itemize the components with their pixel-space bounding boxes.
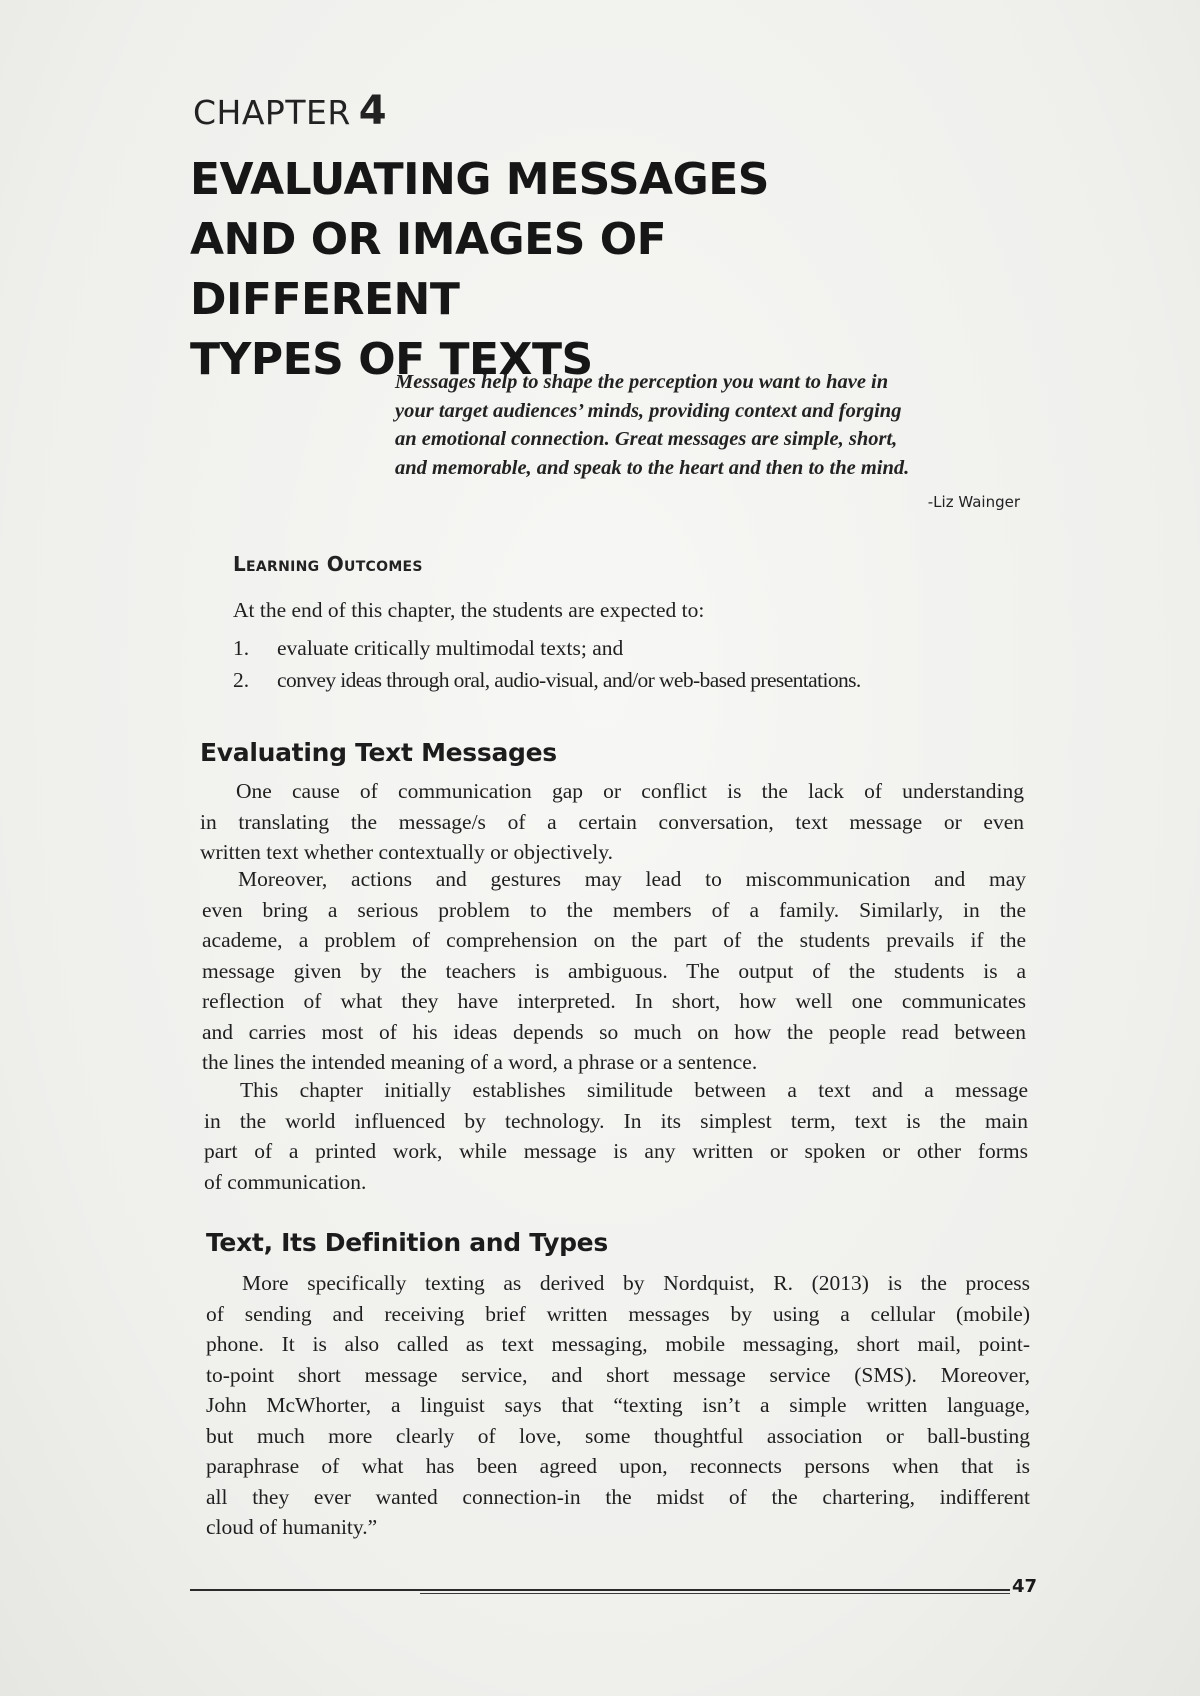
paragraph (202, 864, 1026, 1078)
paragraph-line: More specifically texting as derived by Nordquist, R. (2013) is the process (242, 1271, 1030, 1295)
chapter-title-line: AND OR IMAGES OF DIFFERENT (190, 214, 667, 325)
paragraph-line: of sending and receiving brief written messages by using a cellular (mobile) (206, 1301, 1030, 1326)
epigraph-line: and memorable, and speak to the heart and then to the mind. (395, 456, 910, 479)
chapter-title-line: EVALUATING MESSAGES (190, 154, 769, 205)
page-number: 47 (1012, 1576, 1038, 1597)
epigraph-attribution: -Liz Wainger (927, 493, 1020, 511)
paragraph (204, 1075, 1028, 1197)
paragraph-line: but much more clearly of love, some thoughtful association or ball-busting (206, 1423, 1030, 1448)
footer-divider (190, 1589, 1010, 1591)
paragraph-line: all they ever wanted connection-in the midst of the chartering, indifferent (206, 1484, 1030, 1509)
list-item-number: 2. (233, 668, 250, 692)
epigraph-line: Messages help to shape the perception you want to have in (395, 371, 889, 393)
paragraph-line: reflection of what they have interpreted. In short, how well one communicates (202, 989, 1026, 1013)
paragraph-line: phone. It is also called as text messaging, mobile messaging, short mail, point- (206, 1332, 1030, 1356)
footer-divider-secondary (420, 1593, 1010, 1594)
paragraph-line: to-point short message service, and short message service (SMS). Moreover, (206, 1362, 1030, 1387)
paragraph-line: and carries most of his ideas depends so much on how the people read between (202, 1019, 1026, 1044)
paragraph-line: This chapter initially establishes similitude between a text and a message (240, 1078, 1028, 1102)
paragraph-line: academe, a problem of comprehension on the part of the students prevails if the (202, 928, 1026, 952)
list-item (233, 664, 861, 696)
paragraph-line: John McWhorter, a linguist says that “texting isn’t a simple written language, (206, 1393, 1030, 1417)
paragraph-line: Moreover, actions and gestures may lead to miscommunication and may (238, 867, 1026, 891)
paragraph-line: in translating the message/s of a certain conversation, text message or even (200, 809, 1024, 834)
learning-outcomes-intro: At the end of this chapter, the students are expected to: (233, 598, 705, 622)
paragraph-line: One cause of communication gap or conflict is the lack of understanding (236, 779, 1024, 803)
paragraph-line: the lines the intended meaning of a word, a phrase or a sentence. (202, 1050, 758, 1074)
epigraph-line: an emotional connection. Great messages are simple, short, (395, 428, 898, 450)
paragraph-line: part of a printed work, while message is any written or spoken or other forms (204, 1139, 1028, 1163)
paragraph-line: cloud of humanity.” (206, 1515, 378, 1539)
chapter-label (193, 88, 387, 134)
list-item-number: 1. (233, 636, 250, 660)
paragraph-line: of communication. (204, 1169, 367, 1194)
section-heading-evaluating-text-messages: Evaluating Text Messages (200, 738, 557, 767)
paragraph-line: in the world influenced by technology. In its simplest term, text is the main (204, 1108, 1028, 1133)
list-item-text: evaluate critically multimodal texts; and (277, 636, 624, 660)
epigraph-quote (395, 368, 1020, 482)
paragraph (206, 1268, 1030, 1543)
section-heading-text-definition-types: Text, Its Definition and Types (206, 1228, 608, 1257)
learning-outcomes-heading: Learning Outcomes (233, 552, 423, 576)
chapter-title (190, 150, 910, 390)
paragraph-line: paraphrase of what has been agreed upon, reconnects persons when that is (206, 1454, 1030, 1478)
paragraph-line: written text whether contextually or objectively. (200, 840, 613, 864)
chapter-number: 4 (358, 88, 388, 134)
chapter-title-line: TYPES OF TEXTS (190, 334, 593, 385)
paragraph-line: even bring a serious problem to the members of a family. Similarly, in the (202, 897, 1026, 922)
epigraph-line: your target audiences’ minds, providing context and forging (395, 399, 902, 422)
paragraph (200, 776, 1024, 868)
chapter-label-text: CHAPTER (193, 93, 351, 132)
paragraph-line: message given by the teachers is ambiguous. The output of the students is a (202, 958, 1026, 983)
learning-outcomes-list (233, 632, 861, 696)
list-item-text: convey ideas through oral, audio-visual, and/or web-based presentations. (277, 668, 861, 692)
list-item (233, 632, 861, 664)
